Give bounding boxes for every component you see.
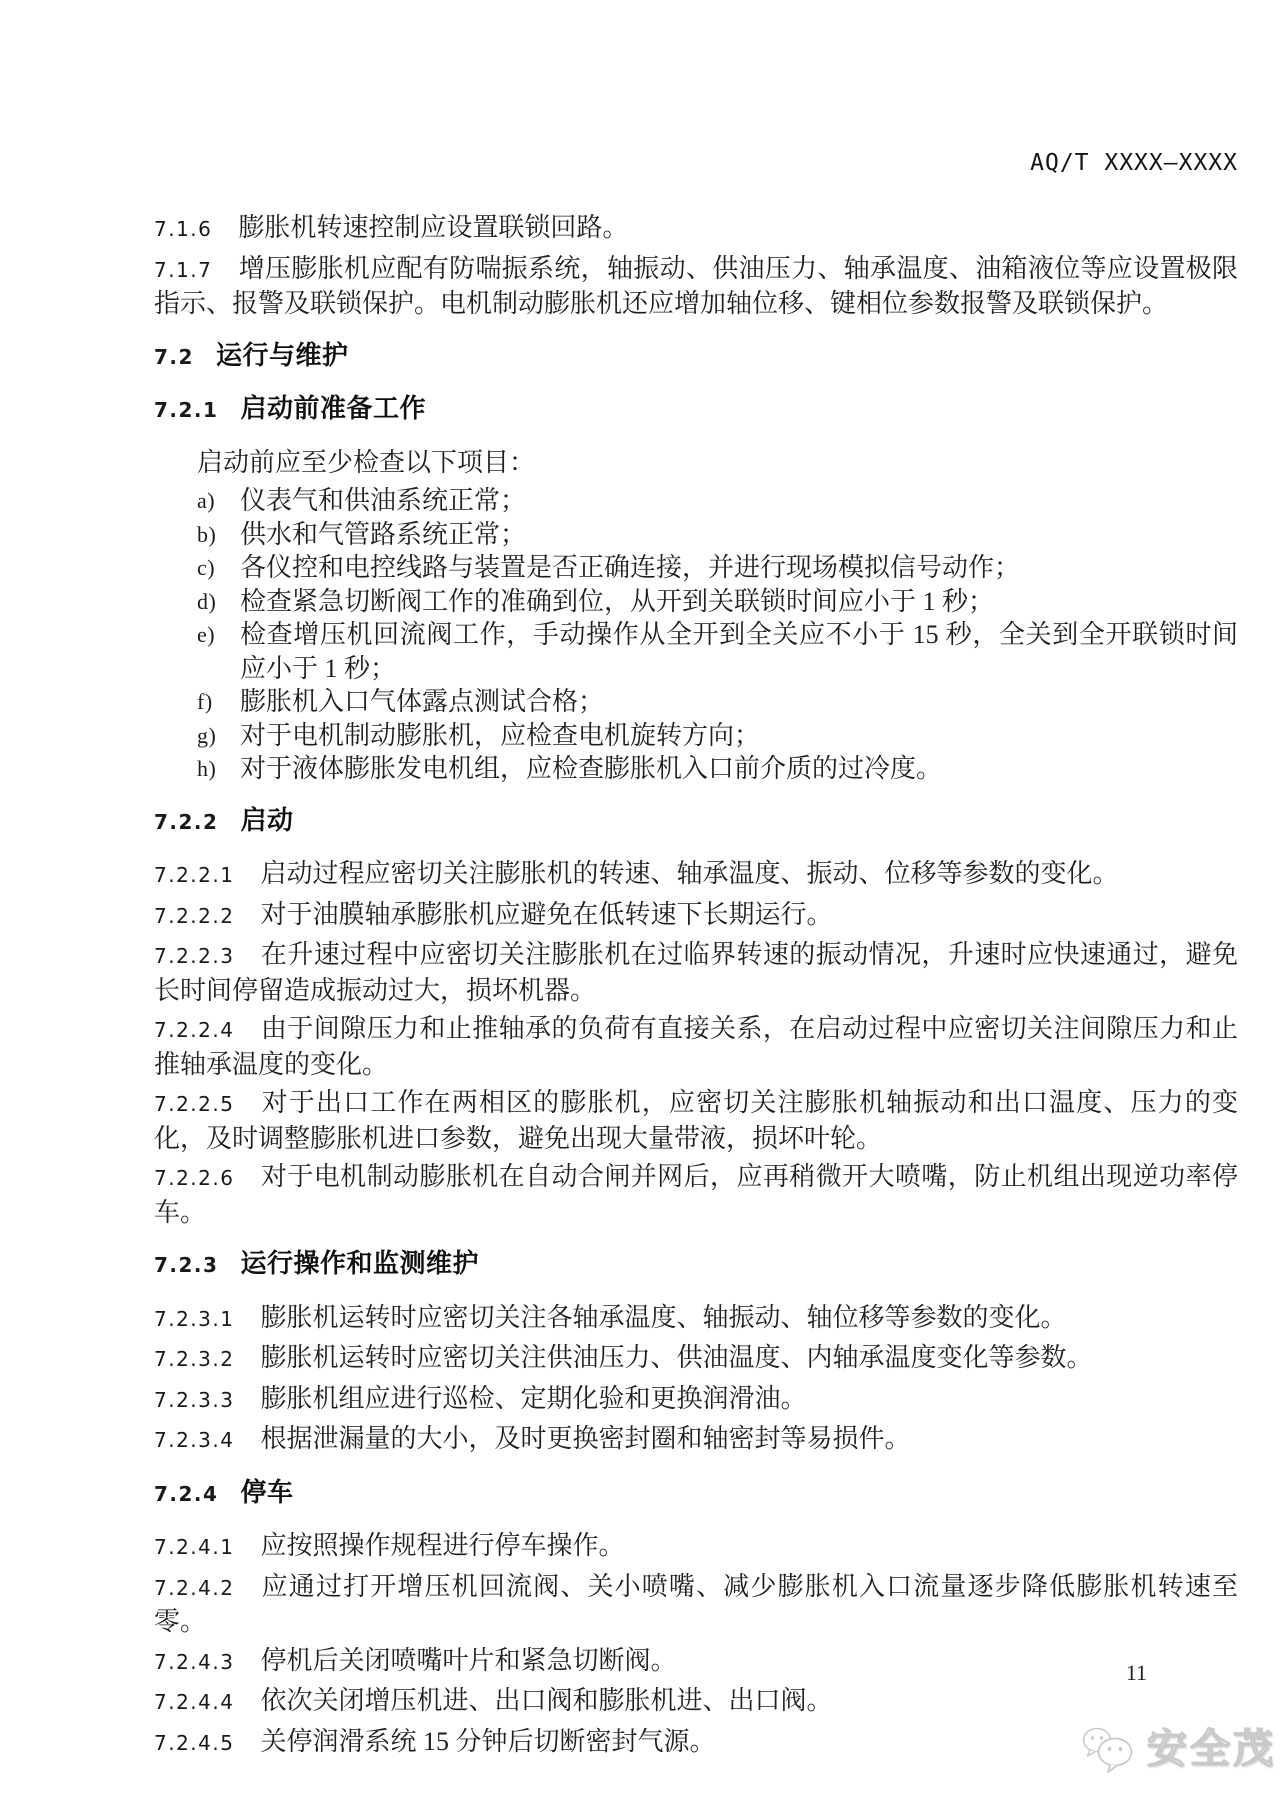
clause-number: 7.2.2.6 xyxy=(154,1166,235,1190)
lead-paragraph xyxy=(154,446,1238,480)
section-number: 7.2 xyxy=(154,344,194,369)
list-item-text: 检查增压机回流阀工作，手动操作从全开到全关应不小于 15 秒，全关到全开联锁时间应小于 1 秒； xyxy=(240,620,1238,683)
clause-text: 应通过打开增压机回流阀、关小喷嘴、减少膨胀机入口流量逐步降低膨胀机转速至零。 xyxy=(154,1571,1238,1636)
list-item xyxy=(154,752,1238,786)
clause-paragraph xyxy=(154,1012,1238,1081)
lead-text: 启动前应至少检查以下项目： xyxy=(197,447,536,477)
clause-number: 7.1.7 xyxy=(154,257,213,282)
list-item-label: f) xyxy=(197,689,213,714)
clause-text: 对于出口工作在两相区的膨胀机，应密切关注膨胀机轴振动和出口温度、压力的变化，及时调整膨胀机进口参数，避免出现大量带液，损坏叶轮。 xyxy=(154,1088,1238,1153)
list-item-label: b) xyxy=(197,521,217,547)
clause-number: 7.2.3.2 xyxy=(154,1347,235,1371)
list-item-label: d) xyxy=(197,588,217,614)
list-item xyxy=(154,484,1238,518)
clause-text: 依次关闭增压机进、出口阀和膨胀机进、出口阀。 xyxy=(260,1686,833,1715)
list-item-text: 对于液体膨胀发电机组，应检查膨胀机入口前介质的过冷度。 xyxy=(240,754,943,783)
section-heading xyxy=(154,804,1238,840)
document-body xyxy=(154,206,1238,1765)
clause-number: 7.2.3.1 xyxy=(154,1306,235,1331)
page-header xyxy=(154,150,1238,176)
section-number: 7.2.1 xyxy=(154,398,219,422)
clause-paragraph xyxy=(154,1422,1238,1458)
list-item-text: 对于电机制动膨胀机，应检查电机旋转方向； xyxy=(240,720,761,750)
section-heading xyxy=(154,392,1238,428)
clause-paragraph xyxy=(154,252,1238,321)
clause-text: 增压膨胀机应配有防喘振系统，轴振动、供油压力、轴承温度、油箱液位等应设置极限指示、报警及联锁保护。电机制动膨胀机还应增加轴位移、键相位参数报警及联锁保护。 xyxy=(154,253,1238,318)
clause-paragraph xyxy=(154,938,1238,1007)
list-item-label: e) xyxy=(197,622,216,647)
section-title: 运行与维护 xyxy=(215,339,349,370)
clause-text: 由于间隙压力和止推轴承的负荷有直接关系，在启动过程中应密切关注间隙压力和止推轴承温度的变化。 xyxy=(154,1014,1238,1079)
list-item-text: 各仪控和电控线路与装置是否正确连接，并进行现场模拟信号动作； xyxy=(240,553,1021,582)
clause-text: 根据泄漏量的大小，及时更换密封圈和轴密封等易损件。 xyxy=(260,1424,911,1453)
section-title: 运行操作和监测维护 xyxy=(240,1248,479,1278)
list-item-label: h) xyxy=(197,756,217,781)
clause-number: 7.2.2.2 xyxy=(154,903,235,928)
list-item-text: 检查紧急切断阀工作的准确到位，从开到关联锁时间应小于 1 秒； xyxy=(240,586,995,616)
list-item xyxy=(154,518,1238,552)
clause-number: 7.2.2.4 xyxy=(154,1018,235,1042)
section-number: 7.2.3 xyxy=(154,1253,219,1277)
clause-number: 7.2.4.2 xyxy=(154,1575,235,1600)
clause-paragraph xyxy=(154,1086,1238,1155)
clause-text: 膨胀机组应进行巡检、定期化验和更换润滑油。 xyxy=(260,1383,807,1413)
section-title: 启动前准备工作 xyxy=(240,393,426,423)
clause-number: 7.2.3.3 xyxy=(154,1387,235,1412)
clause-paragraph xyxy=(154,1341,1238,1377)
list-item xyxy=(154,551,1238,585)
list-item-label: c) xyxy=(197,555,216,580)
watermark xyxy=(1080,1724,1276,1774)
clause-paragraph xyxy=(154,1570,1238,1639)
list-item-label: a) xyxy=(197,488,216,513)
section-heading xyxy=(154,339,1238,375)
clause-number: 7.2.4.3 xyxy=(154,1649,235,1674)
doc-code: AQ/T XXXX—XXXX xyxy=(1030,150,1238,176)
section-title: 启动 xyxy=(240,804,294,835)
clause-number: 7.2.2.3 xyxy=(154,944,235,968)
section-heading xyxy=(154,1247,1238,1283)
clause-text: 对于电机制动膨胀机在自动合闸并网后，应再稍微开大喷嘴，防止机组出现逆功率停车。 xyxy=(154,1162,1238,1227)
clause-text: 膨胀机运转时应密切关注供油压力、供油温度、内轴承温度变化等参数。 xyxy=(260,1343,1093,1372)
section-number: 7.2.2 xyxy=(154,809,219,834)
list-item-text: 膨胀机入口气体露点测试合格； xyxy=(240,687,605,716)
clause-number: 7.2.4.1 xyxy=(154,1535,235,1559)
list-item-label: g) xyxy=(197,722,217,748)
list-item-text: 仪表气和供油系统正常； xyxy=(240,486,527,515)
clause-paragraph xyxy=(154,1301,1238,1337)
clause-text: 停机后关闭喷嘴叶片和紧急切断阀。 xyxy=(260,1645,677,1675)
clause-paragraph xyxy=(154,1382,1238,1418)
clause-paragraph xyxy=(154,1160,1238,1229)
clause-text: 在升速过程中应密切关注膨胀机在过临界转速的振动情况，升速时应快速通过，避免长时间停留造成振动过大，损坏机器。 xyxy=(154,940,1238,1005)
wechat-bubbles-icon xyxy=(1080,1724,1138,1774)
list-item xyxy=(154,685,1238,719)
clause-number: 7.2.2.1 xyxy=(154,863,235,887)
page-number: 11 xyxy=(1125,1660,1147,1685)
clause-text: 膨胀机转速控制应设置联锁回路。 xyxy=(238,213,629,242)
clause-paragraph xyxy=(154,898,1238,934)
list-item xyxy=(154,618,1238,685)
clause-paragraph xyxy=(154,1684,1238,1720)
clause-paragraph xyxy=(154,1725,1238,1761)
section-title: 停车 xyxy=(240,1476,294,1507)
clause-text: 对于油膜轴承膨胀机应避免在低转速下长期运行。 xyxy=(260,899,833,929)
list-item xyxy=(154,719,1238,753)
clause-number: 7.1.6 xyxy=(154,217,213,241)
clause-number: 7.2.2.5 xyxy=(154,1092,235,1116)
clause-text: 应按照操作规程进行停车操作。 xyxy=(260,1531,625,1560)
clause-text: 启动过程应密切关注膨胀机的转速、轴承温度、振动、位移等参数的变化。 xyxy=(260,859,1119,888)
clause-text: 膨胀机运转时应密切关注各轴承温度、轴振动、轴位移等参数的变化。 xyxy=(260,1302,1067,1332)
section-heading xyxy=(154,1476,1238,1512)
section-number: 7.2.4 xyxy=(154,1481,219,1506)
clause-paragraph xyxy=(154,211,1238,247)
clause-number: 7.2.3.4 xyxy=(154,1428,235,1452)
clause-paragraph xyxy=(154,1529,1238,1565)
clause-paragraph xyxy=(154,857,1238,893)
watermark-brand: 安全茂 xyxy=(1147,1727,1276,1771)
clause-number: 7.2.4.4 xyxy=(154,1690,235,1714)
clause-paragraph xyxy=(154,1644,1238,1680)
clause-number: 7.2.4.5 xyxy=(154,1730,235,1755)
list-item xyxy=(154,585,1238,619)
list-item-text: 供水和气管路系统正常； xyxy=(240,519,527,549)
clause-text: 关停润滑系统 15 分钟后切断密封气源。 xyxy=(260,1726,716,1756)
